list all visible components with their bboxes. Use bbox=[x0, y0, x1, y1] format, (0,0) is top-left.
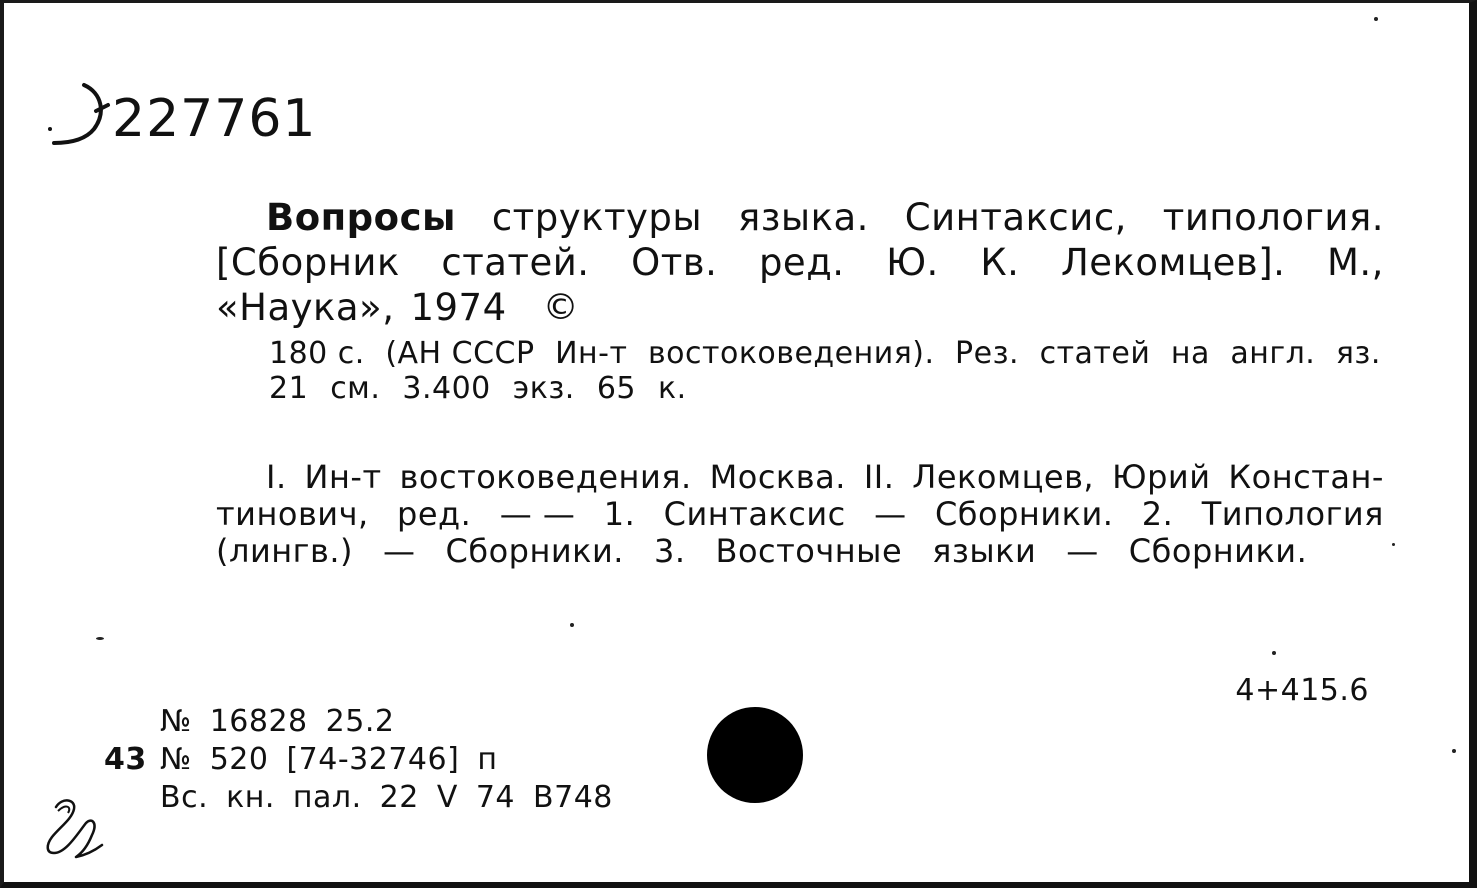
scan-speck bbox=[1374, 17, 1378, 21]
details-word: на bbox=[1170, 336, 1210, 371]
subject-word: — — bbox=[499, 495, 576, 533]
title-word: типология. bbox=[1162, 196, 1384, 239]
entry-word: Ю. bbox=[886, 241, 939, 284]
main-entry-line-3 bbox=[216, 285, 1384, 330]
subject-word: Восточные bbox=[715, 532, 903, 570]
subject-word: 1. bbox=[603, 495, 636, 533]
footer-row-3 bbox=[104, 779, 631, 817]
handwritten-number-text: 227761 bbox=[112, 89, 317, 149]
copyright-icon: © bbox=[542, 287, 580, 328]
entry-word: ред. bbox=[758, 241, 845, 284]
details-word: статей bbox=[1039, 336, 1151, 371]
subject-word: Констан- bbox=[1228, 458, 1384, 496]
subject-word: Ин-т bbox=[304, 458, 382, 496]
subject-word: Сборники. bbox=[1128, 532, 1308, 570]
subject-word: Москва. bbox=[709, 458, 846, 496]
subjects-line-1 bbox=[216, 459, 1384, 496]
physical-description bbox=[269, 336, 1381, 406]
footer-extra: [74-32746] bbox=[286, 742, 460, 777]
number-sign: № bbox=[160, 742, 192, 777]
details-word: (АН СССР bbox=[385, 336, 535, 371]
title-word: Синтаксис, bbox=[904, 196, 1127, 239]
footer-word: Вс. bbox=[160, 780, 209, 815]
footer-suffix: п bbox=[477, 742, 498, 777]
title-word: структуры bbox=[491, 196, 703, 239]
entry-word: [Сборник bbox=[216, 241, 400, 284]
publisher: «Наука», bbox=[216, 286, 395, 329]
footer-row-2 bbox=[104, 741, 631, 779]
scan-speck bbox=[96, 637, 104, 640]
footer-prefix: 43 bbox=[104, 742, 147, 777]
subject-word: Синтаксис bbox=[663, 495, 846, 533]
scan-speck bbox=[1452, 749, 1456, 753]
footer-row-1 bbox=[104, 703, 631, 741]
details-word: 3.400 bbox=[402, 371, 491, 406]
subjects-line-2 bbox=[216, 496, 1384, 533]
subject-word: тинович, bbox=[216, 495, 369, 533]
details-word: англ. bbox=[1230, 336, 1316, 371]
details-line-1 bbox=[269, 336, 1381, 371]
subject-word: Лекомцев, bbox=[912, 458, 1095, 496]
footer-block bbox=[104, 703, 631, 817]
entry-word: М., bbox=[1326, 241, 1384, 284]
number-sign: № bbox=[160, 704, 192, 739]
title-word: языка. bbox=[737, 196, 869, 239]
subject-word: — bbox=[382, 532, 416, 570]
details-word: востоковедения). bbox=[647, 336, 935, 371]
details-word: см. bbox=[330, 371, 381, 406]
footer-prefix bbox=[104, 779, 160, 817]
classification-code: 4+415.6 bbox=[1235, 673, 1369, 708]
scan-speck bbox=[1392, 543, 1395, 546]
details-word: Ин-т bbox=[555, 336, 628, 371]
year: 1974 bbox=[410, 286, 507, 329]
footer-number: 16828 bbox=[209, 704, 308, 739]
subjects-line-3 bbox=[216, 533, 1384, 570]
subject-word: II. bbox=[863, 458, 895, 496]
entry-word: Отв. bbox=[631, 241, 718, 284]
subject-word: Юрий bbox=[1112, 458, 1211, 496]
subject-word: 3. bbox=[653, 532, 686, 570]
details-word: яз. bbox=[1335, 336, 1381, 371]
footer-word: В748 bbox=[533, 780, 613, 815]
entry-word: статей. bbox=[441, 241, 590, 284]
handwritten-mark-icon bbox=[32, 793, 112, 869]
footer-extra: 25.2 bbox=[325, 704, 395, 739]
punch-hole bbox=[707, 707, 803, 803]
details-word: Рез. bbox=[955, 336, 1020, 371]
subject-word: 2. bbox=[1141, 495, 1174, 533]
footer-number: 520 bbox=[209, 742, 269, 777]
hand-stroke-icon bbox=[44, 75, 114, 155]
subject-tracings bbox=[216, 459, 1384, 570]
footer-word: пал. bbox=[292, 780, 362, 815]
subject-word: Сборники. bbox=[445, 532, 624, 570]
details-word: 21 bbox=[269, 371, 309, 406]
details-word: 180 с. bbox=[269, 336, 365, 371]
subject-word: (лингв.) bbox=[216, 532, 353, 570]
entry-word: К. bbox=[980, 241, 1020, 284]
subject-word: Сборники. bbox=[934, 495, 1114, 533]
footer-word: V bbox=[436, 780, 458, 815]
scan-speck bbox=[570, 623, 574, 627]
scan-speck bbox=[1272, 651, 1276, 655]
details-line-2 bbox=[269, 371, 1381, 406]
details-word: к. bbox=[658, 371, 687, 406]
subject-word: языки bbox=[932, 532, 1037, 570]
handwritten-number bbox=[44, 75, 317, 155]
entry-word: Лекомцев]. bbox=[1060, 241, 1286, 284]
footer-word: 22 bbox=[379, 780, 419, 815]
subject-word: востоковедения. bbox=[399, 458, 692, 496]
subject-word: ред. bbox=[397, 495, 472, 533]
main-entry bbox=[216, 195, 1384, 330]
details-word: экз. bbox=[512, 371, 575, 406]
footer-word: 74 bbox=[475, 780, 516, 815]
main-entry-line-1 bbox=[216, 195, 1384, 240]
footer-word: кн. bbox=[226, 780, 275, 815]
details-word: 65 bbox=[596, 371, 637, 406]
main-entry-line-2 bbox=[216, 240, 1384, 285]
footer-prefix bbox=[104, 703, 160, 741]
subject-word: — bbox=[1066, 532, 1099, 570]
subject-word: I. bbox=[266, 458, 287, 496]
title-first-word: Вопросы bbox=[266, 196, 456, 239]
subject-word: Типология bbox=[1201, 495, 1384, 533]
subject-word: — bbox=[874, 495, 907, 533]
